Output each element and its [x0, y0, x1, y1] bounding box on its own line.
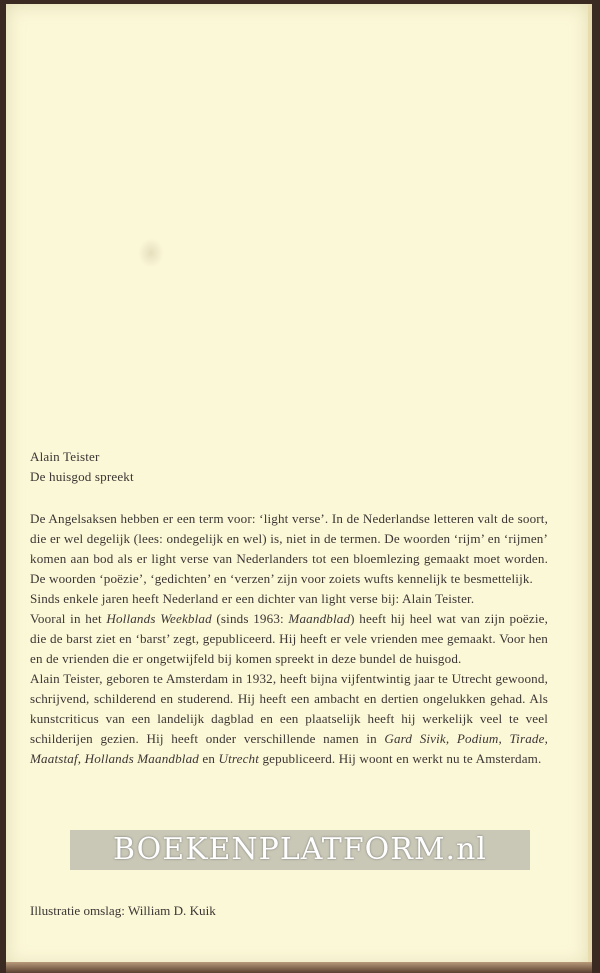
italic-title-text: Hollands Weekblad	[106, 611, 212, 626]
italic-title-text: Gard Sivik, Podium, Tirade, Maatstaf, Hollands Maandblad	[30, 731, 548, 766]
paragraph-text: gepubliceerd. Hij woont en werkt nu te Amsterdam.	[259, 751, 542, 766]
watermark-banner: BOEKENPLATFORM.nl	[70, 830, 530, 870]
italic-title-text: Utrecht	[218, 751, 260, 766]
paragraph-text: (sinds 1963:	[211, 611, 289, 626]
blurb-paragraph	[30, 589, 548, 609]
blurb-paragraphs	[30, 509, 548, 769]
blurb-paragraph	[30, 509, 548, 589]
paragraph-text: Alain Teister, geboren te Amsterdam in 1932, heeft bijna vijfentwintig jaar te Utrecht gewoond, schrijvend, schilderend en studerend. Hij heeft een ambacht en dertien ongelukken gehad. Als kunstcriticus van een landelijk dagblad en een plaatselijk heeft hij werkelijk veel te veel schilderijen gezien. Hij heeft onder verschillende namen in	[30, 671, 548, 746]
paragraph-text: en	[198, 751, 219, 766]
author-name: Alain Teister	[30, 449, 100, 464]
spacer	[30, 487, 548, 509]
blurb-text-block	[30, 447, 548, 769]
paragraph-text: Sinds enkele jaren heeft Nederland er een dichter van light verse bij: Alain Teister.	[30, 591, 475, 606]
blurb-paragraph	[30, 669, 548, 769]
paragraph-text: ) heeft hij heel wat van zijn poëzie, die de barst ziet en ‘barst’ zegt, gepubliceerd. Hij heeft er vele vrienden mee gemaakt. Voor hen en de vrienden die er ongetwijfeld bij komen spreekt in deze bundel de huisgod.	[30, 611, 549, 666]
cover-illustration-credit: Illustratie omslag: William D. Kuik	[30, 903, 216, 918]
paper-stain	[138, 238, 164, 268]
paragraph-text: De Angelsaksen hebben er een term voor: ‘light verse’. In de Nederlandse letteren valt de soort, die er wel degelijk (lees: ondegelijk en wel) is, niet in de termen. De woorden ‘rijm’ en ‘rijmen’ komen aan bod als er light verse van Nederlanders tot een bloemlezing gemaakt moet worden. De woorden ‘poëzie’, ‘gedichten’ en ‘verzen’ zijn voor zoiets wufts kennelijk te besmettelijk.	[30, 511, 548, 586]
book-title: De huisgod spreekt	[30, 469, 134, 484]
paragraph-text: Vooral in het	[30, 611, 107, 626]
blurb-paragraph	[30, 609, 548, 669]
cover-bottom-edge	[6, 962, 592, 973]
italic-title-text: Maandblad	[288, 611, 351, 626]
